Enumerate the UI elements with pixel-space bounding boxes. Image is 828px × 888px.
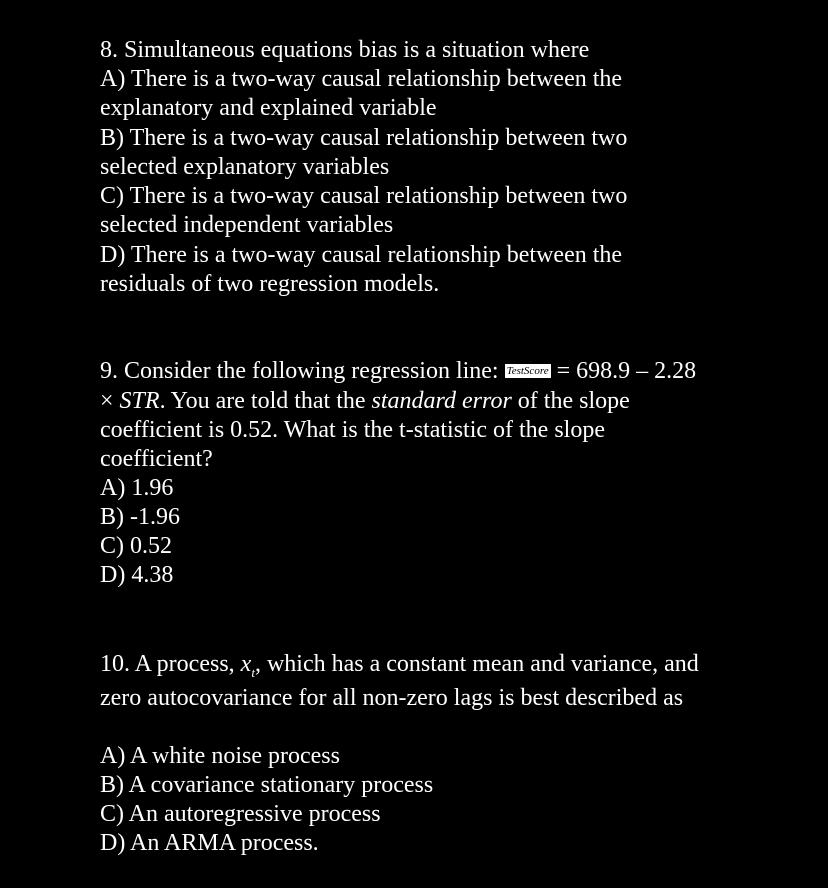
testscore-hat-label: TestScore: [506, 365, 549, 377]
q10-option-b: B) A covariance stationary process: [100, 772, 434, 798]
q10-stem-line2: zero autocovariance for all non-zero lags is best described as: [100, 685, 684, 711]
x-variable: x: [240, 651, 252, 677]
q10-option-c: C) An autoregressive process: [100, 801, 381, 827]
t-subscript: t: [251, 664, 255, 680]
q9-option-a: A) 1.96: [100, 475, 174, 501]
q8-option-a-line2: explanatory and explained variable: [100, 95, 437, 121]
q10-stem-suffix: , which has a constant mean and variance, and: [254, 651, 699, 677]
q8-option-b-line2: selected explanatory variables: [100, 154, 390, 180]
q10-stem-line1: [100, 650, 699, 687]
str-variable: STR: [119, 388, 160, 414]
q9-stem-suffix: of the slope: [517, 388, 630, 414]
q8-option-c-line2: selected independent variables: [100, 212, 394, 238]
q8-option-b-line1: B) There is a two-way causal relationship between two: [100, 125, 628, 151]
q9-stem-line4: coefficient?: [100, 446, 213, 472]
q8-option-a-line1: A) There is a two-way causal relationship between the: [100, 66, 623, 92]
q10-option-d: D) An ARMA process.: [100, 830, 319, 856]
q9-stem-line1: [100, 357, 696, 386]
q8-option-c-line1: C) There is a two-way causal relationship between two: [100, 183, 628, 209]
standard-error-term: standard error: [371, 388, 512, 414]
q9-option-b: B) -1.96: [100, 504, 180, 530]
q10-option-a: A) A white noise process: [100, 743, 340, 769]
q9-option-c: C) 0.52: [100, 533, 172, 559]
q9-stem-mid: . You are told that the: [159, 388, 366, 414]
q9-equation-rhs: = 698.9 – 2.28: [556, 358, 697, 384]
testscore-hat-symbol: [505, 363, 551, 378]
q9-stem-prefix: 9. Consider the following regression line:: [100, 358, 499, 384]
q8-option-d-line1: D) There is a two-way causal relationship between the: [100, 242, 623, 268]
q8-stem: 8. Simultaneous equations bias is a situation where: [100, 37, 590, 63]
q10-stem-prefix: 10. A process,: [100, 651, 235, 677]
hat-icon: [506, 362, 550, 366]
q9-stem-line3: coefficient is 0.52. What is the t-statistic of the slope: [100, 417, 605, 443]
q9-stem-line2: [100, 387, 630, 416]
q8-option-d-line2: residuals of two regression models.: [100, 271, 440, 297]
q9-option-d: D) 4.38: [100, 562, 174, 588]
times-symbol: ×: [100, 388, 114, 414]
